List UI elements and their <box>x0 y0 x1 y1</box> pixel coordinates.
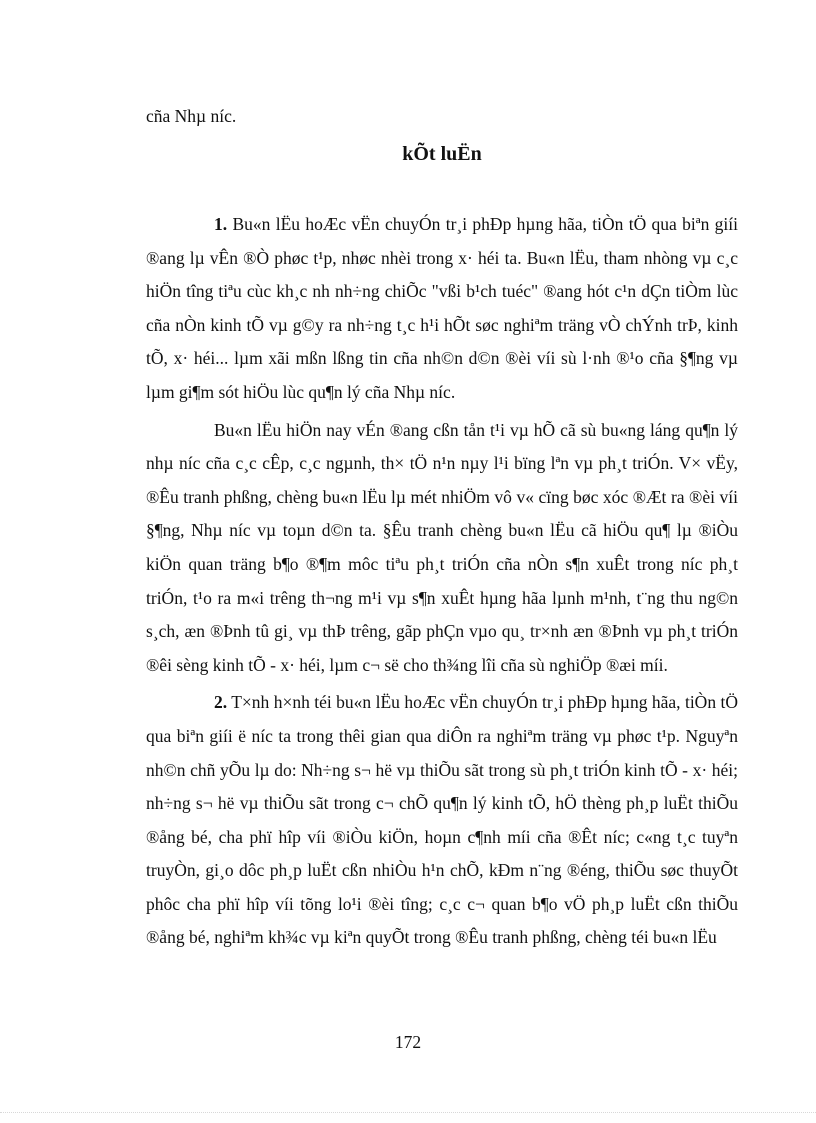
lead-line: cña Nhµ níc. <box>146 106 237 126</box>
paragraph-2 <box>146 414 738 683</box>
section-heading: kÕt luËn <box>402 143 482 165</box>
paragraph-text: Bu«n lËu hoÆc vËn chuyÓn tr¸i phÐp hµng hãa, tiÒn tÖ qua biªn giíi ®ang lµ vÊn ®Ò phøc t¹p, nhøc nhèi trong x· héi ta. Bu«n lËu, tham nhòng vµ c¸c hiÖn tîng tiªu cùc kh¸c nh nh÷ng chiÕc "vßi b¹ch tuéc" ®ang hót c¹n dÇn tiÒm lùc cña nÒn kinh tÕ vµ g©y ra nh÷ng t¸c h¹i hÕt søc nghiªm träng vÒ chÝnh trÞ, kinh tÕ, x· héi... lµm xãi mßn lßng tin cña nh©n d©n ®èi víi sù l·nh ®¹o cña §¶ng vµ lµm gi¶m sót hiÖu lùc qu¶n lý cña Nhµ níc. <box>146 214 739 402</box>
paragraph-3 <box>146 686 738 955</box>
page-number: 172 <box>394 1032 422 1052</box>
paragraph-text: T×nh h×nh téi bu«n lËu hoÆc vËn chuyÓn tr¸i phÐp hµng hãa, tiÒn tÖ qua biªn giíi ë níc ta trong thêi gian qua diÔn ra nghiªm träng vµ phøc t¹p. Nguyªn nh©n chñ yÕu lµ do: Nh÷ng s¬ hë vµ thiÕu sãt trong sù ph¸t triÓn kinh tÕ - x· héi; nh÷ng s¬ hë vµ thiÕu sãt trong c¬ chÕ qu¶n lý kinh tÕ, hÖ thèng ph¸p luËt thiÕu ®ång bé, cha phï hîp víi ®iÒu kiÖn, hoµn c¶nh míi cña ®Êt níc; c«ng t¸c tuyªn truyÒn, gi¸o dôc ph¸p luËt cßn nhiÒu h¹n chÕ, kÐm n¨ng ®éng, thiÕu søc thuyÕt phôc cha phï hîp víi tõng lo¹i ®èi tîng; c¸c c¬ quan b¶o vÖ ph¸p luËt cßn thiÕu ®ång bé, nghiªm kh¾c vµ kiªn quyÕt trong ®Êu tranh phßng, chèng téi bu«n lËu <box>146 692 738 948</box>
paragraph-number: 1. <box>214 214 228 234</box>
paragraph-1 <box>146 208 738 410</box>
bottom-divider <box>0 1112 816 1113</box>
paragraph-number: 2. <box>214 692 228 713</box>
paragraph-text: Bu«n lËu hiÖn nay vÉn ®ang cßn tån t¹i vµ hÕ cã sù bu«ng láng qu¶n lý nhµ níc cña c¸c cÊp, c¸c ngµnh, th× tÖ n¹n nµy l¹i bïng lªn vµ ph¸t triÓn. V× vËy, ®Êu tranh phßng, chèng bu«n lËu lµ mét nhiÖm vô v« cïng bøc xóc ®Æt ra ®èi víi §¶ng, Nhµ níc vµ toµn d©n ta. §Êu tranh chèng bu«n lËu cã hiÖu qu¶ lµ ®iÒu kiÖn quan träng b¶o ®¶m môc tiªu ph¸t triÓn cña nÒn s¶n xuÊt trong níc ph¸t triÓn, t¹o ra m«i trêng th¬ng m¹i vµ s¶n xuÊt hµng hãa lµnh m¹nh, t¨ng thu ng©n s¸ch, æn ®Þnh tû gi¸ vµ thÞ trêng, gãp phÇn vµo qu¸ tr×nh æn ®Þnh vµ ph¸t triÓn ®êi sèng kinh tÕ - x· héi, lµm c¬ së cho th¾ng lîi cña sù nghiÖp ®æi míi. <box>146 419 738 675</box>
body-text <box>146 208 738 959</box>
